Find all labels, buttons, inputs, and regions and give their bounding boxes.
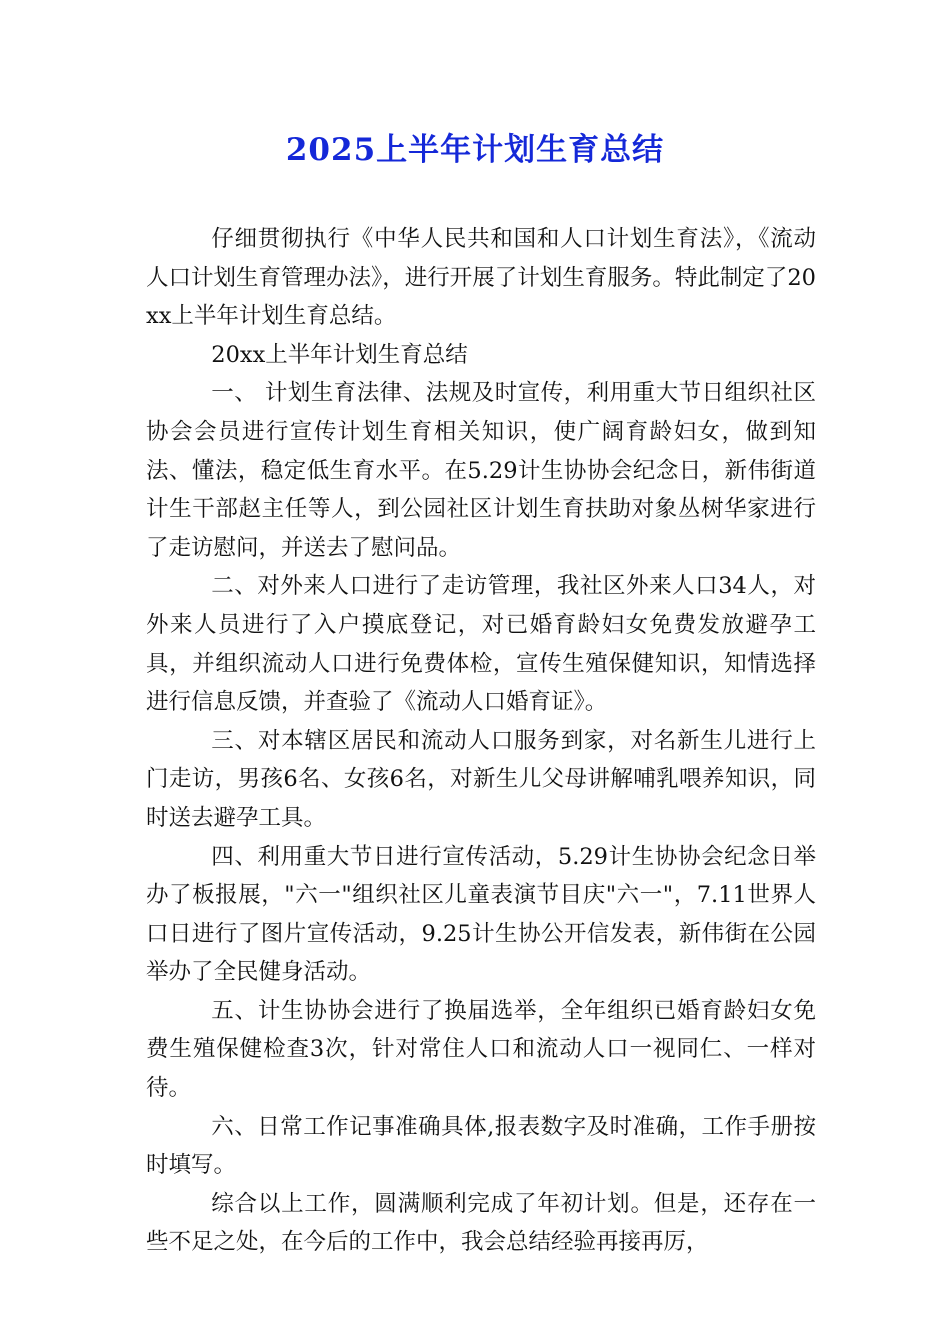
paragraph-item-3: 三、对本辖区居民和流动人口服务到家，对名新生儿进行上门走访，男孩6名、女孩6名，对新生儿父母讲解哺乳喂养知识，同时送去避孕工具。 [146,727,816,831]
paragraph-intro: 仔细贯彻执行《中华人民共和国和人口计划生育法》，《流动人口计划生育管理办法》，进行开展了计划生育服务。特此制定了20xx上半年计划生育总结。 [146,226,816,330]
paragraph-item-2: 二、对外来人口进行了走访管理，我社区外来人口34人，对外来人员进行了入户摸底登记，对已婚育龄妇女免费发放避孕工具，并组织流动人口进行免费体检，宣传生殖保健知识，知情选择进行信息反馈，并查验了《流动人口婚育证》。 [146,573,816,716]
paragraph-subtitle: 20xx上半年计划生育总结 [211,341,468,368]
paragraph-item-5: 五、计生协协会进行了换届选举，全年组织已婚育龄妇女免费生殖保健检查3次，针对常住人口和流动人口一视同仁、一样对待。 [146,997,816,1102]
paragraph-item-6: 六、日常工作记事准确具体,报表数字及时准确，工作手册按时填写。 [146,1113,816,1179]
document-body [146,220,816,1262]
paragraph-item-4: 四、利用重大节日进行宣传活动，5.29计生协协会纪念日举办了板报展，"六一"组织社区儿童表演节目庆"六一"，7.11世界人口日进行了图片宣传活动，9.25计生协公开信发表，新伟街在公园举办了全民健身活动。 [146,843,816,986]
document-title: 2025上半年计划生育总结 [285,132,665,168]
paragraph-summary: 综合以上工作，圆满顺利完成了年初计划。但是，还存在一些不足之处，在今后的工作中，我会总结经验再接再厉， [146,1190,816,1256]
paragraph-item-1: 一、 计划生育法律、法规及时宣传，利用重大节日组织社区协会会员进行宣传计划生育相关知识，使广阔育龄妇女，做到知法、懂法，稳定低生育水平。在5.29计生协协会纪念日，新伟街道计生干部赵主任等人，到公园社区计划生育扶助对象丛树华家进行了走访慰问，并送去了慰问品。 [146,380,816,561]
